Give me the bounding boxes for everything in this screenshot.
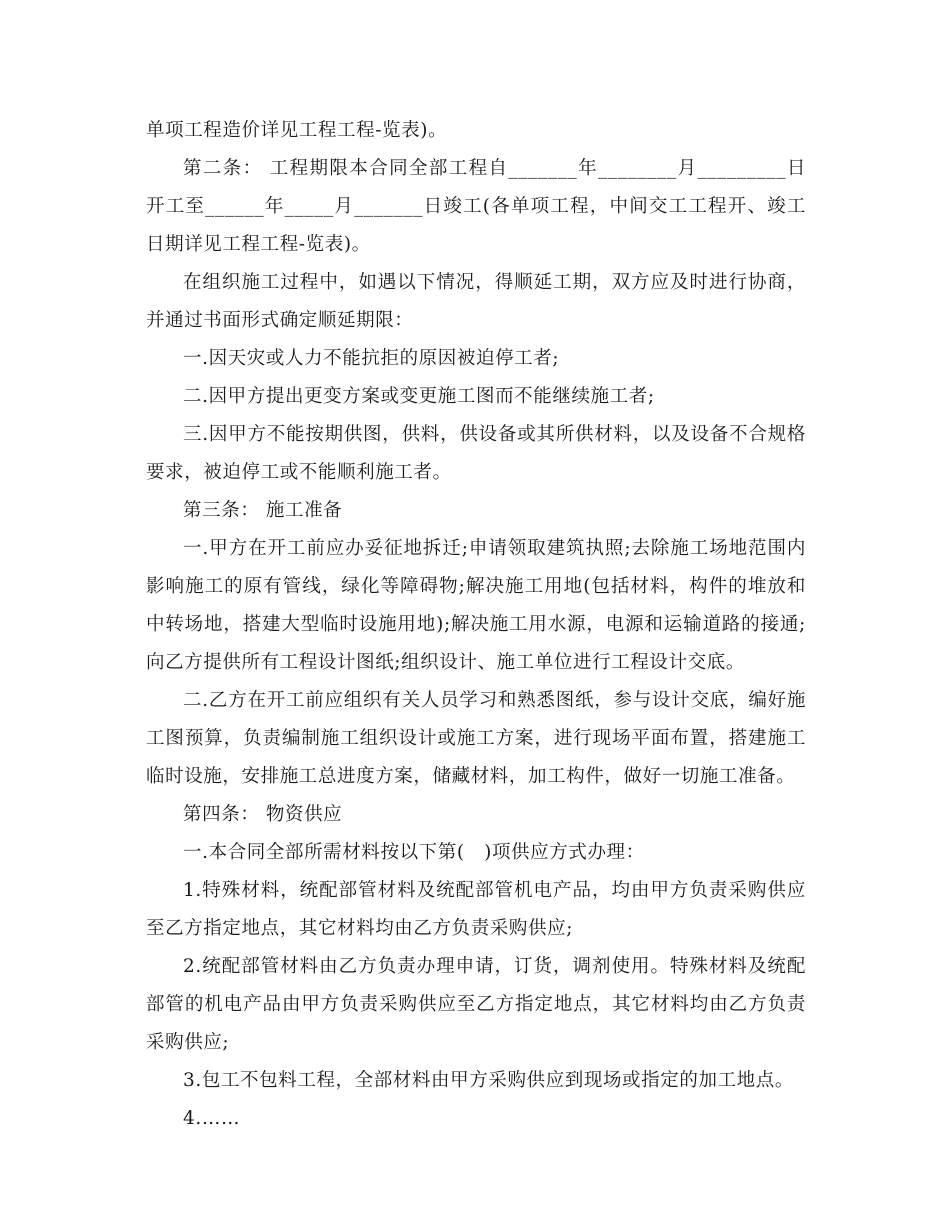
- heading-article-3: 第三条： 施工准备: [183, 500, 343, 521]
- paragraph-condition-2: 二.因甲方提出更变方案或变更施工图而不能继续施工者;: [183, 386, 655, 407]
- paragraph-condition-1: 一.因天灾或人力不能抗拒的原因被迫停工者;: [183, 348, 560, 369]
- document-body: [146, 112, 806, 1138]
- paragraph-supply-option-4: 4.……: [183, 1108, 241, 1129]
- paragraph-supply-method: 一.本合同全部所需材料按以下第( )项供应方式办理：: [183, 842, 645, 863]
- paragraph-condition-3: 三.因甲方不能按期供图，供料，供设备或其所供材料，以及设备不合规格要求，被迫停工或不能顺利施工者。: [146, 424, 806, 483]
- paragraph-extension-conditions: 在组织施工过程中，如遇以下情况，得顺延工期，双方应及时进行协商，并通过书面形式确定顺延期限：: [146, 272, 806, 331]
- heading-article-4: 第四条： 物资供应: [183, 804, 343, 825]
- paragraph-prep-party-a: 一.甲方在开工前应办妥征地拆迁;申请领取建筑执照;去除施工场地范围内影响施工的原有管线，绿化等障碍物;解决施工用地(包括材料，构件的堆放和中转场地，搭建大型临时设施用地);解决施工用水源，电源和运输道路的接通;向乙方提供所有工程设计图纸;组织设计、施工单位进行工程设计交底。: [146, 538, 806, 673]
- paragraph-supply-option-3: 3.包工不包料工程，全部材料由甲方采购供应到现场或指定的加工地点。: [183, 1070, 794, 1091]
- paragraph-article-2: 第二条： 工程期限本合同全部工程自_______年________月_________日开工至______年_____月_______日竣工(各单项工程，中间交工工程开、竣工日期详见工程工程-览表)。: [146, 158, 806, 255]
- paragraph-continuation: 单项工程造价详见工程工程-览表)。: [146, 120, 448, 141]
- paragraph-supply-option-2: 2.统配部管材料由乙方负责办理申请，订货，调剂使用。特殊材料及统配部管的机电产品由甲方负责采购供应至乙方指定地点，其它材料均由乙方负责采购供应;: [146, 956, 806, 1053]
- paragraph-prep-party-b: 二.乙方在开工前应组织有关人员学习和熟悉图纸，参与设计交底，编好施工图预算，负责编制施工组织设计或施工方案，进行现场平面布置，搭建施工临时设施，安排施工总进度方案，储藏材料，加工构件，做好一切施工准备。: [146, 690, 806, 787]
- paragraph-supply-option-1: 1.特殊材料，统配部管材料及统配部管机电产品，均由甲方负责采购供应至乙方指定地点，其它材料均由乙方负责采购供应;: [146, 880, 806, 939]
